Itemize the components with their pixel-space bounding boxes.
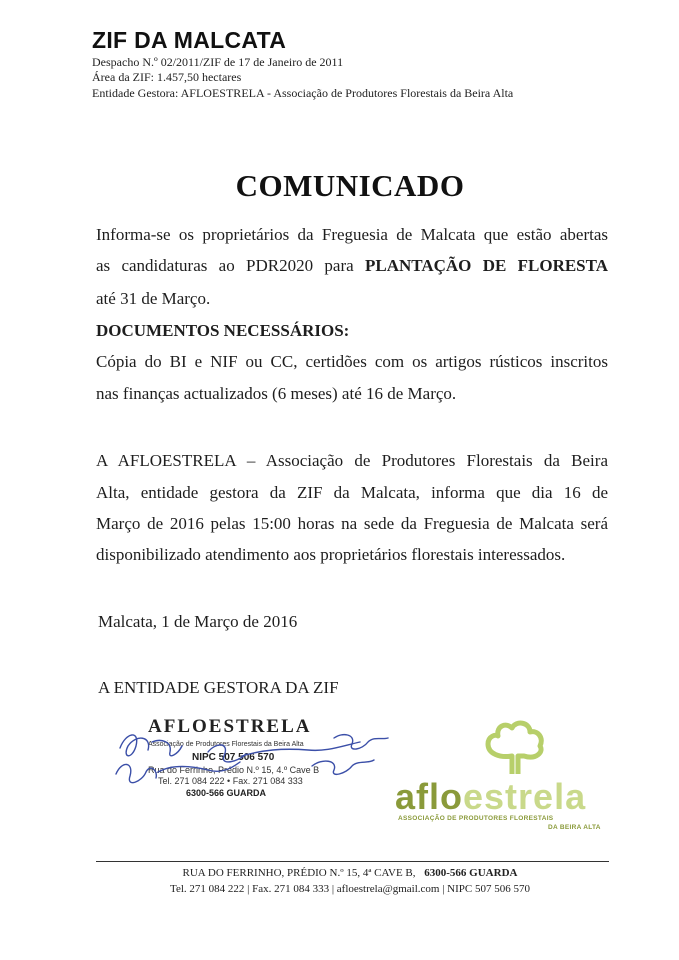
- footer-contacts: Tel. 271 084 222 | Fax. 271 084 333 | afloestrela@gmail.com | NIPC 507 506 570: [170, 883, 530, 895]
- document-title: ZIF DA MALCATA: [92, 27, 287, 53]
- stamp-nipc: NIPC 507 506 570: [192, 752, 275, 763]
- stamp-phones: Tel. 271 084 222 • Fax. 271 084 333: [158, 776, 303, 786]
- intro-line-2-text: as candidaturas ao PDR2020 para: [96, 256, 354, 275]
- announcement-line-3: Março de 2016 pelas 15:00 horas na sede da Freguesia de Malcata será: [96, 514, 608, 533]
- stamp-name: AFLOESTRELA: [148, 716, 312, 737]
- intro-line-3: até 31 de Março.: [96, 289, 211, 308]
- area-line: Área da ZIF: 1.457,50 hectares: [92, 70, 242, 84]
- entidade-line: Entidade Gestora: AFLOESTRELA - Associação de Produtores Florestais da Beira Alta: [92, 86, 514, 100]
- signatory-line: A ENTIDADE GESTORA DA ZIF: [98, 678, 339, 697]
- footer-divider: [96, 861, 609, 862]
- stamp-address: Rua do Ferrinho, Prédio N.º 15, 4.º Cave B: [148, 765, 320, 775]
- announcement-line-1: A AFLOESTRELA – Associação de Produtores Florestais da Beira: [96, 451, 608, 470]
- footer-address-line: [0, 867, 679, 879]
- intro-line-1: Informa-se os proprietários da Freguesia de Malcata que estão abertas: [96, 225, 608, 244]
- footer-address: RUA DO FERRINHO, PRÉDIO N.º 15, 4ª CAVE B,: [182, 867, 416, 879]
- intro-highlight: PLANTAÇÃO DE FLORESTA: [364, 256, 608, 275]
- announcement-line-4: disponibilizado atendimento aos proprietários florestais interessados.: [96, 545, 566, 564]
- comunicado-heading: COMUNICADO: [235, 168, 465, 203]
- stamp-postal: 6300-566 GUARDA: [186, 788, 267, 798]
- documents-line-1: Cópia do BI e NIF ou CC, certidões com os artigos rústicos inscritos: [96, 352, 608, 371]
- date-line: Malcata, 1 de Março de 2016: [98, 612, 298, 631]
- afloestrela-logo: [395, 776, 586, 818]
- footer-postal: 6300-566 GUARDA: [424, 867, 518, 879]
- documents-heading: DOCUMENTOS NECESSÁRIOS:: [96, 321, 350, 340]
- announcement-line-2: Alta, entidade gestora da ZIF da Malcata, informa que dia 16 de: [96, 483, 608, 502]
- documents-line-2: nas finanças actualizados (6 meses) até 16 de Março.: [96, 384, 457, 403]
- tree-logo-icon: [478, 716, 550, 780]
- stamp-association: Associação de Produtores Florestais da Beira Alta: [148, 741, 304, 748]
- despacho-line: Despacho N.º 02/2011/ZIF de 17 de Janeiro de 2011: [92, 55, 344, 69]
- logo-part-aflo: aflo: [395, 776, 464, 817]
- signature-scribble: [112, 712, 402, 802]
- intro-line-2: [96, 255, 608, 277]
- logo-subtitle-1: ASSOCIAÇÃO DE PRODUTORES FLORESTAIS: [398, 815, 554, 822]
- logo-subtitle-2: DA BEIRA ALTA: [548, 824, 601, 831]
- logo-part-estrela: estrela: [463, 776, 587, 817]
